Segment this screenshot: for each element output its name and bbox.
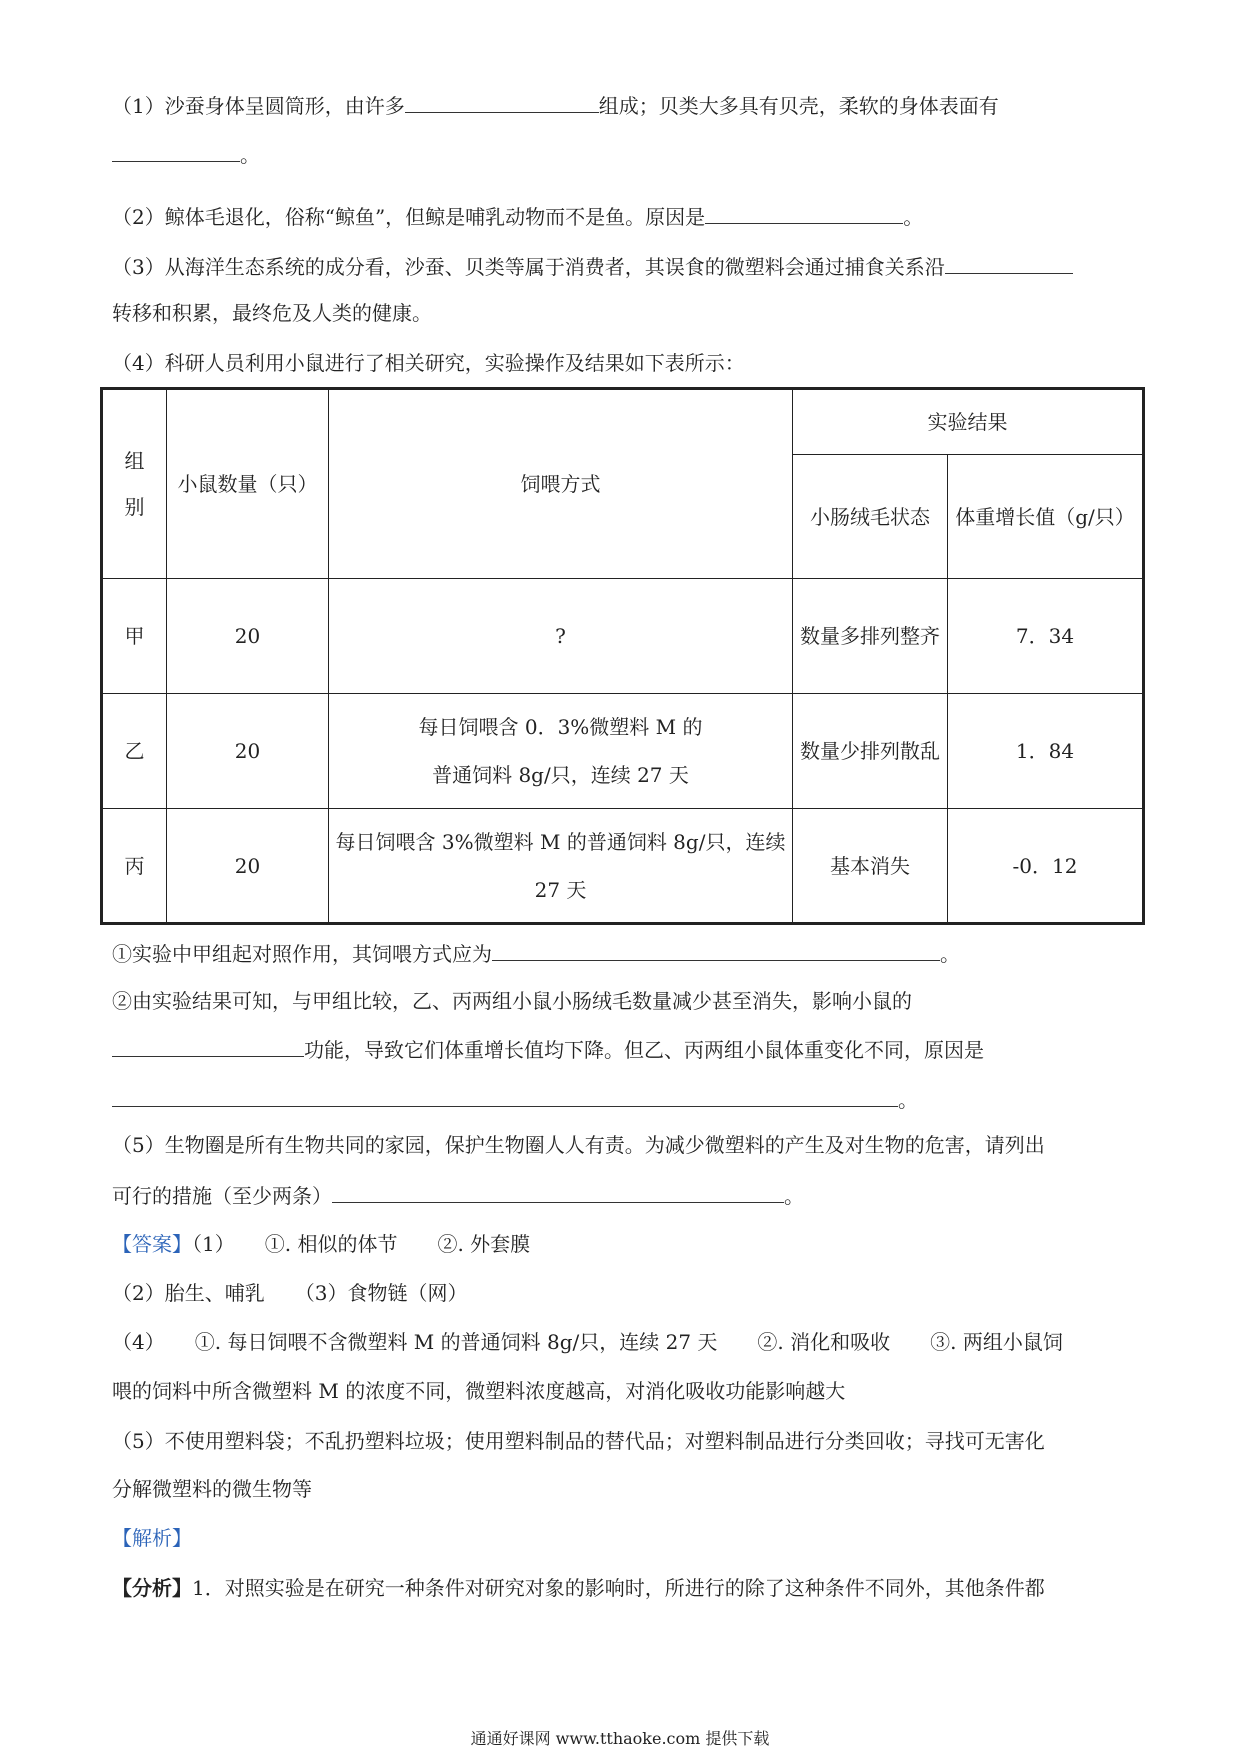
question-1: （1）沙蚕身体呈圆筒形，由许多 组成；贝类大多具有贝壳，柔软的身体表面有 [112,90,999,121]
answer-blank[interactable] [112,1084,898,1107]
sub-question-2-cont: 功能，导致它们体重增长值均下降。但乙、丙两组小鼠体重变化不同，原因是 [112,1034,984,1065]
answer-blank[interactable] [492,938,940,961]
question-5-cont: 可行的措施（至少两条） 。 [112,1180,804,1211]
answer-line-2: （2）胎生、哺乳 （3）食物链（网） [112,1281,468,1305]
table-row: 丙 20 每日饲喂含 3%微塑料 M 的普通饲料 8g/只，连续 27 天 基本消失 -0．12 [102,809,1144,924]
sub-question-2-cont2: 。 [112,1084,918,1115]
header-count: 小鼠数量（只） [167,389,329,579]
header-group: 组别 [102,389,167,579]
question-4-intro: （4）科研人员利用小鼠进行了相关研究，实验操作及结果如下表所示： [112,351,745,375]
header-weight: 体重增长值（g/只） [948,455,1144,579]
answer-blank[interactable] [112,139,240,162]
answer-label: 【答案】 [112,1232,192,1256]
answer-line-4: 喂的饲料中所含微塑料 M 的浓度不同，微塑料浓度越高，对消化吸收功能影响越大 [112,1379,846,1403]
answer-line-5: （5）不使用塑料袋；不乱扔塑料垃圾；使用塑料制品的替代品；对塑料制品进行分类回收；寻找可无害化 [112,1429,1045,1453]
sub-question-2: ②由实验结果可知，与甲组比较，乙、丙两组小鼠小肠绒毛数量减少甚至消失，影响小鼠的 [112,989,912,1013]
answer-blank[interactable] [705,201,903,224]
analysis-line-1: 【分析】1．对照实验是在研究一种条件对研究对象的影响时，所进行的除了这种条件不同外，其他条件都 [112,1576,1045,1600]
analysis-label: 【解析】 [112,1526,192,1550]
header-result: 实验结果 [793,389,1144,455]
header-feed: 饲喂方式 [329,389,793,579]
answer-blank[interactable] [332,1180,784,1203]
page-footer: 通通好课网 www.tthaoke.com 提供下载 [470,1729,770,1748]
question-1-cont: 。 [112,139,260,170]
question-3-cont: 转移和积累，最终危及人类的健康。 [112,301,432,325]
table-row: 乙 20 每日饲喂含 0．3%微塑料 M 的普通饲料 8g/只，连续 27 天 数量少排列散乱 1．84 [102,694,1144,809]
sub-question-1: ①实验中甲组起对照作用，其饲喂方式应为 。 [112,938,960,969]
answer-line-6: 分解微塑料的微生物等 [112,1477,312,1501]
question-2: （2）鲸体毛退化，俗称“鲸鱼”，但鲸是哺乳动物而不是鱼。原因是 。 [112,201,923,232]
answer-line-1: 【答案】（1） ①. 相似的体节 ②. 外套膜 [112,1232,531,1256]
header-villi: 小肠绒毛状态 [793,455,948,579]
answer-blank[interactable] [405,90,599,113]
answer-blank[interactable] [112,1034,304,1057]
answer-line-3: （4） ①. 每日饲喂不含微塑料 M 的普通饲料 8g/只，连续 27 天 ②. 消化和吸收 ③. 两组小鼠饲 [112,1330,1063,1354]
question-3: （3）从海洋生态系统的成分看，沙蚕、贝类等属于消费者，其误食的微塑料会通过捕食关系沿 [112,251,1073,282]
question-5: （5）生物圈是所有生物共同的家园，保护生物圈人人有责。为减少微塑料的产生及对生物的危害，请列出 [112,1133,1045,1157]
table-row: 甲 20 ? 数量多排列整齐 7．34 [102,579,1144,694]
answer-blank[interactable] [945,251,1073,274]
experiment-table [100,387,1145,925]
